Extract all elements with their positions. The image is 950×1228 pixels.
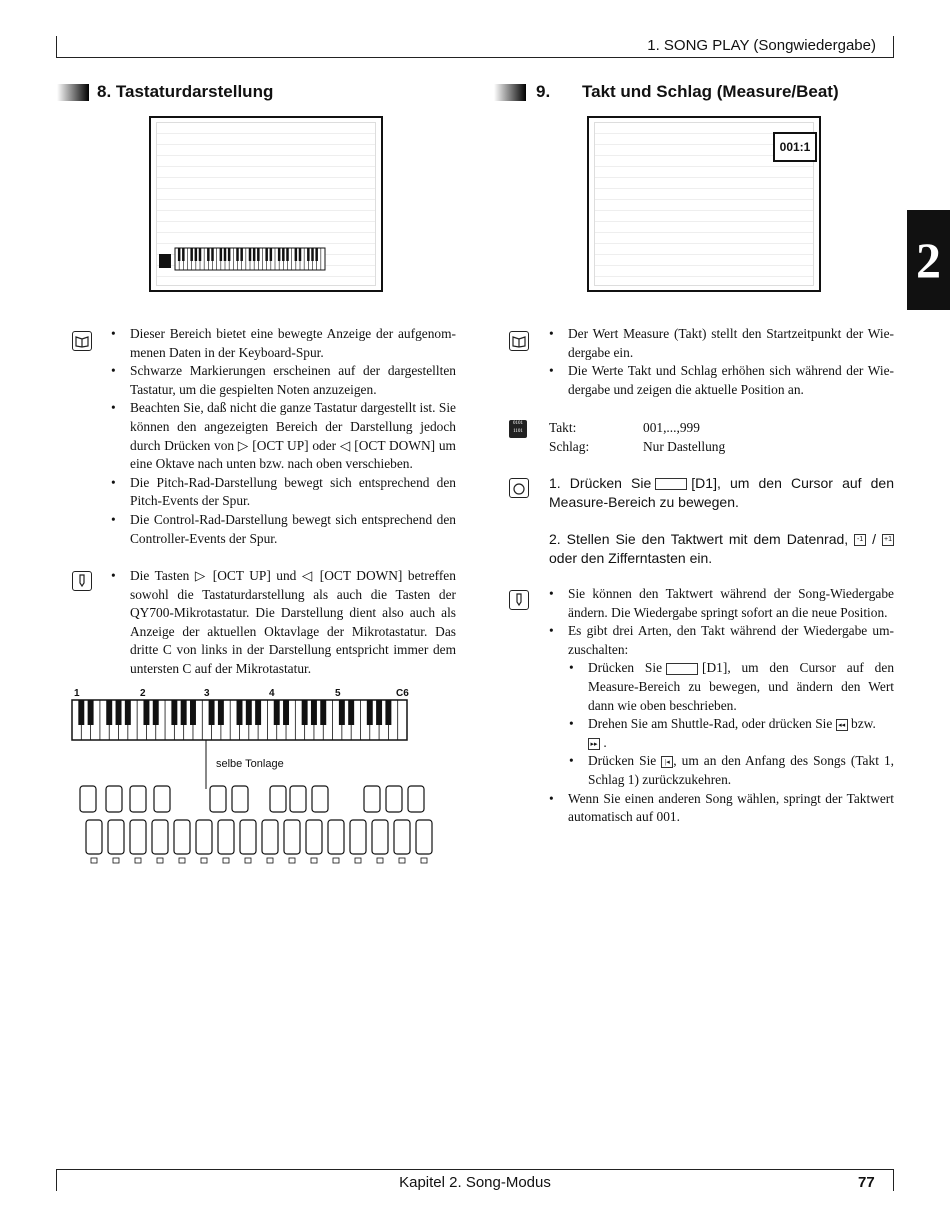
step-2: 2. Stellen Sie den Taktwert mit dem Datenrad, -1 / +1 oder den Zifferntasten ein. [549, 530, 894, 568]
footer-chapter: Kapitel 2. Song-Modus [399, 1174, 551, 1191]
right-section-title: Takt und Schlag (Measure/Beat) [582, 82, 839, 101]
left-note-list [108, 567, 456, 679]
oct-up-arrow-icon: ▷ [237, 437, 249, 453]
section-marker [494, 84, 526, 101]
keyboard-caption: selbe Tonlage [216, 758, 284, 770]
range-table: Takt: 001,...,999 Schlag: Nur Dastellung [549, 420, 726, 454]
book-icon [72, 331, 92, 351]
lcd-screen-measure [587, 116, 821, 292]
lcd-keyboard-graphic [159, 246, 329, 272]
list-item: • Die Werte Takt und Schlag erhöhen sich während der Wiedergabe und zeigen die aktuelle Position an. [546, 362, 894, 399]
left-section-title: 8. Tastaturdarstellung [97, 82, 274, 101]
range-icon: 0101 1101 [509, 420, 527, 438]
left-info-list [108, 325, 456, 548]
list-item: • Wenn Sie einen anderen Song wählen, springt der Taktwert automatisch auf 001. [546, 790, 894, 827]
right-section-number: 9. [536, 82, 551, 101]
inc-key-icon: +1 [882, 534, 894, 546]
list-item: • Schwarze Markierungen erscheinen auf der dargestellten Tastatur, um die gespielten Noten anzuzeigen. [108, 362, 456, 399]
dial-icon [509, 478, 529, 498]
list-item: • Es gibt drei Arten, den Takt während der Wiedergabe umzuschalten: [546, 622, 894, 659]
oct-up-arrow-icon: ▷ [194, 568, 208, 583]
oct-down-arrow-icon: ◁ [339, 437, 351, 453]
to-top-icon: |◂ [661, 756, 673, 768]
lcd-screen-keyboard [149, 116, 383, 292]
d1-button-icon [655, 478, 687, 490]
fast-forward-icon: ▸▸ [588, 738, 600, 750]
dec-key-icon: -1 [854, 534, 866, 546]
list-item: • Die Tasten ▷ [OCT UP] und ◁ [OCT DOWN] betreffen sowohl die Tastaturdarstellung als auch die Tasten der QY700-Mikrotastatur. Die Darstellung dient also auch als Anzeige der aktuellen Oktavlage der Mikrotastatur. Das dritte C von links in der Darstellung entspricht immer dem untersten C auf der Mikrotastatur. [108, 567, 456, 679]
list-item: • Dieser Bereich bietet eine bewegte Anzeige der aufgenommenen Daten in der Keyboard-Spur. [108, 325, 456, 362]
chapter-tab: 2 [907, 210, 950, 310]
measure-readout: 001:1 [773, 132, 817, 162]
right-info-list [546, 325, 894, 399]
list-item: • Sie können den Taktwert während der Song-Wiedergabe ändern. Die Wiedergabe springt sofort an die neue Position. [546, 585, 894, 622]
list-item: • Drehen Sie am Shuttle-Rad, oder drücken Sie ◂◂ bzw. ▸▸ . [546, 715, 894, 752]
step-1: 1. Drücken Sie [D1], um den Cursor auf den Measure-Bereich zu bewegen. [549, 475, 895, 510]
list-item: • Die Control-Rad-Darstellung bewegt sich entsprechend den Controller-Events der Spur. [108, 511, 456, 548]
pencil-note-icon [509, 590, 529, 610]
book-icon [509, 331, 529, 351]
rewind-icon: ◂◂ [836, 719, 848, 731]
d1-button-icon [666, 663, 698, 675]
list-item: • Die Pitch-Rad-Darstellung bewegt sich entsprechend den Pitch-Events der Spur. [108, 474, 456, 511]
micro-keyboard-diagram [72, 782, 444, 864]
page-number: 77 [858, 1174, 875, 1191]
octave-labels: 1 2 3 4 5 C6 [74, 688, 409, 699]
pencil-note-icon [72, 571, 92, 591]
right-note-list [546, 585, 894, 827]
section-marker [57, 84, 89, 101]
list-item: • Drücken Sie |◂ , um an den Anfang des Songs (Takt 1, Schlag 1) zurückzukehren. [546, 752, 894, 789]
list-item: • Drücken Sie [D1], um den Cursor auf den Measure-Bereich zu bewegen, und ändern den Wert dann wie oben beschrieben. [546, 659, 894, 715]
running-title: 1. SONG PLAY (Songwiedergabe) [647, 37, 876, 54]
oct-down-arrow-icon: ◁ [301, 568, 315, 583]
keyboard-diagram [71, 699, 409, 791]
list-item: • Beachten Sie, daß nicht die ganze Tastatur dargestellt ist. Sie können den angezeigten Bereich der Darstellung jedoch durch Drücken von ▷ [OCT UP] oder ◁ [OCT DOWN] um eine Oktave nach unten bzw. nach oben verschieben. [108, 399, 456, 473]
list-item: • Der Wert Measure (Takt) stellt den Startzeitpunkt der Wiedergabe ein. [546, 325, 894, 362]
